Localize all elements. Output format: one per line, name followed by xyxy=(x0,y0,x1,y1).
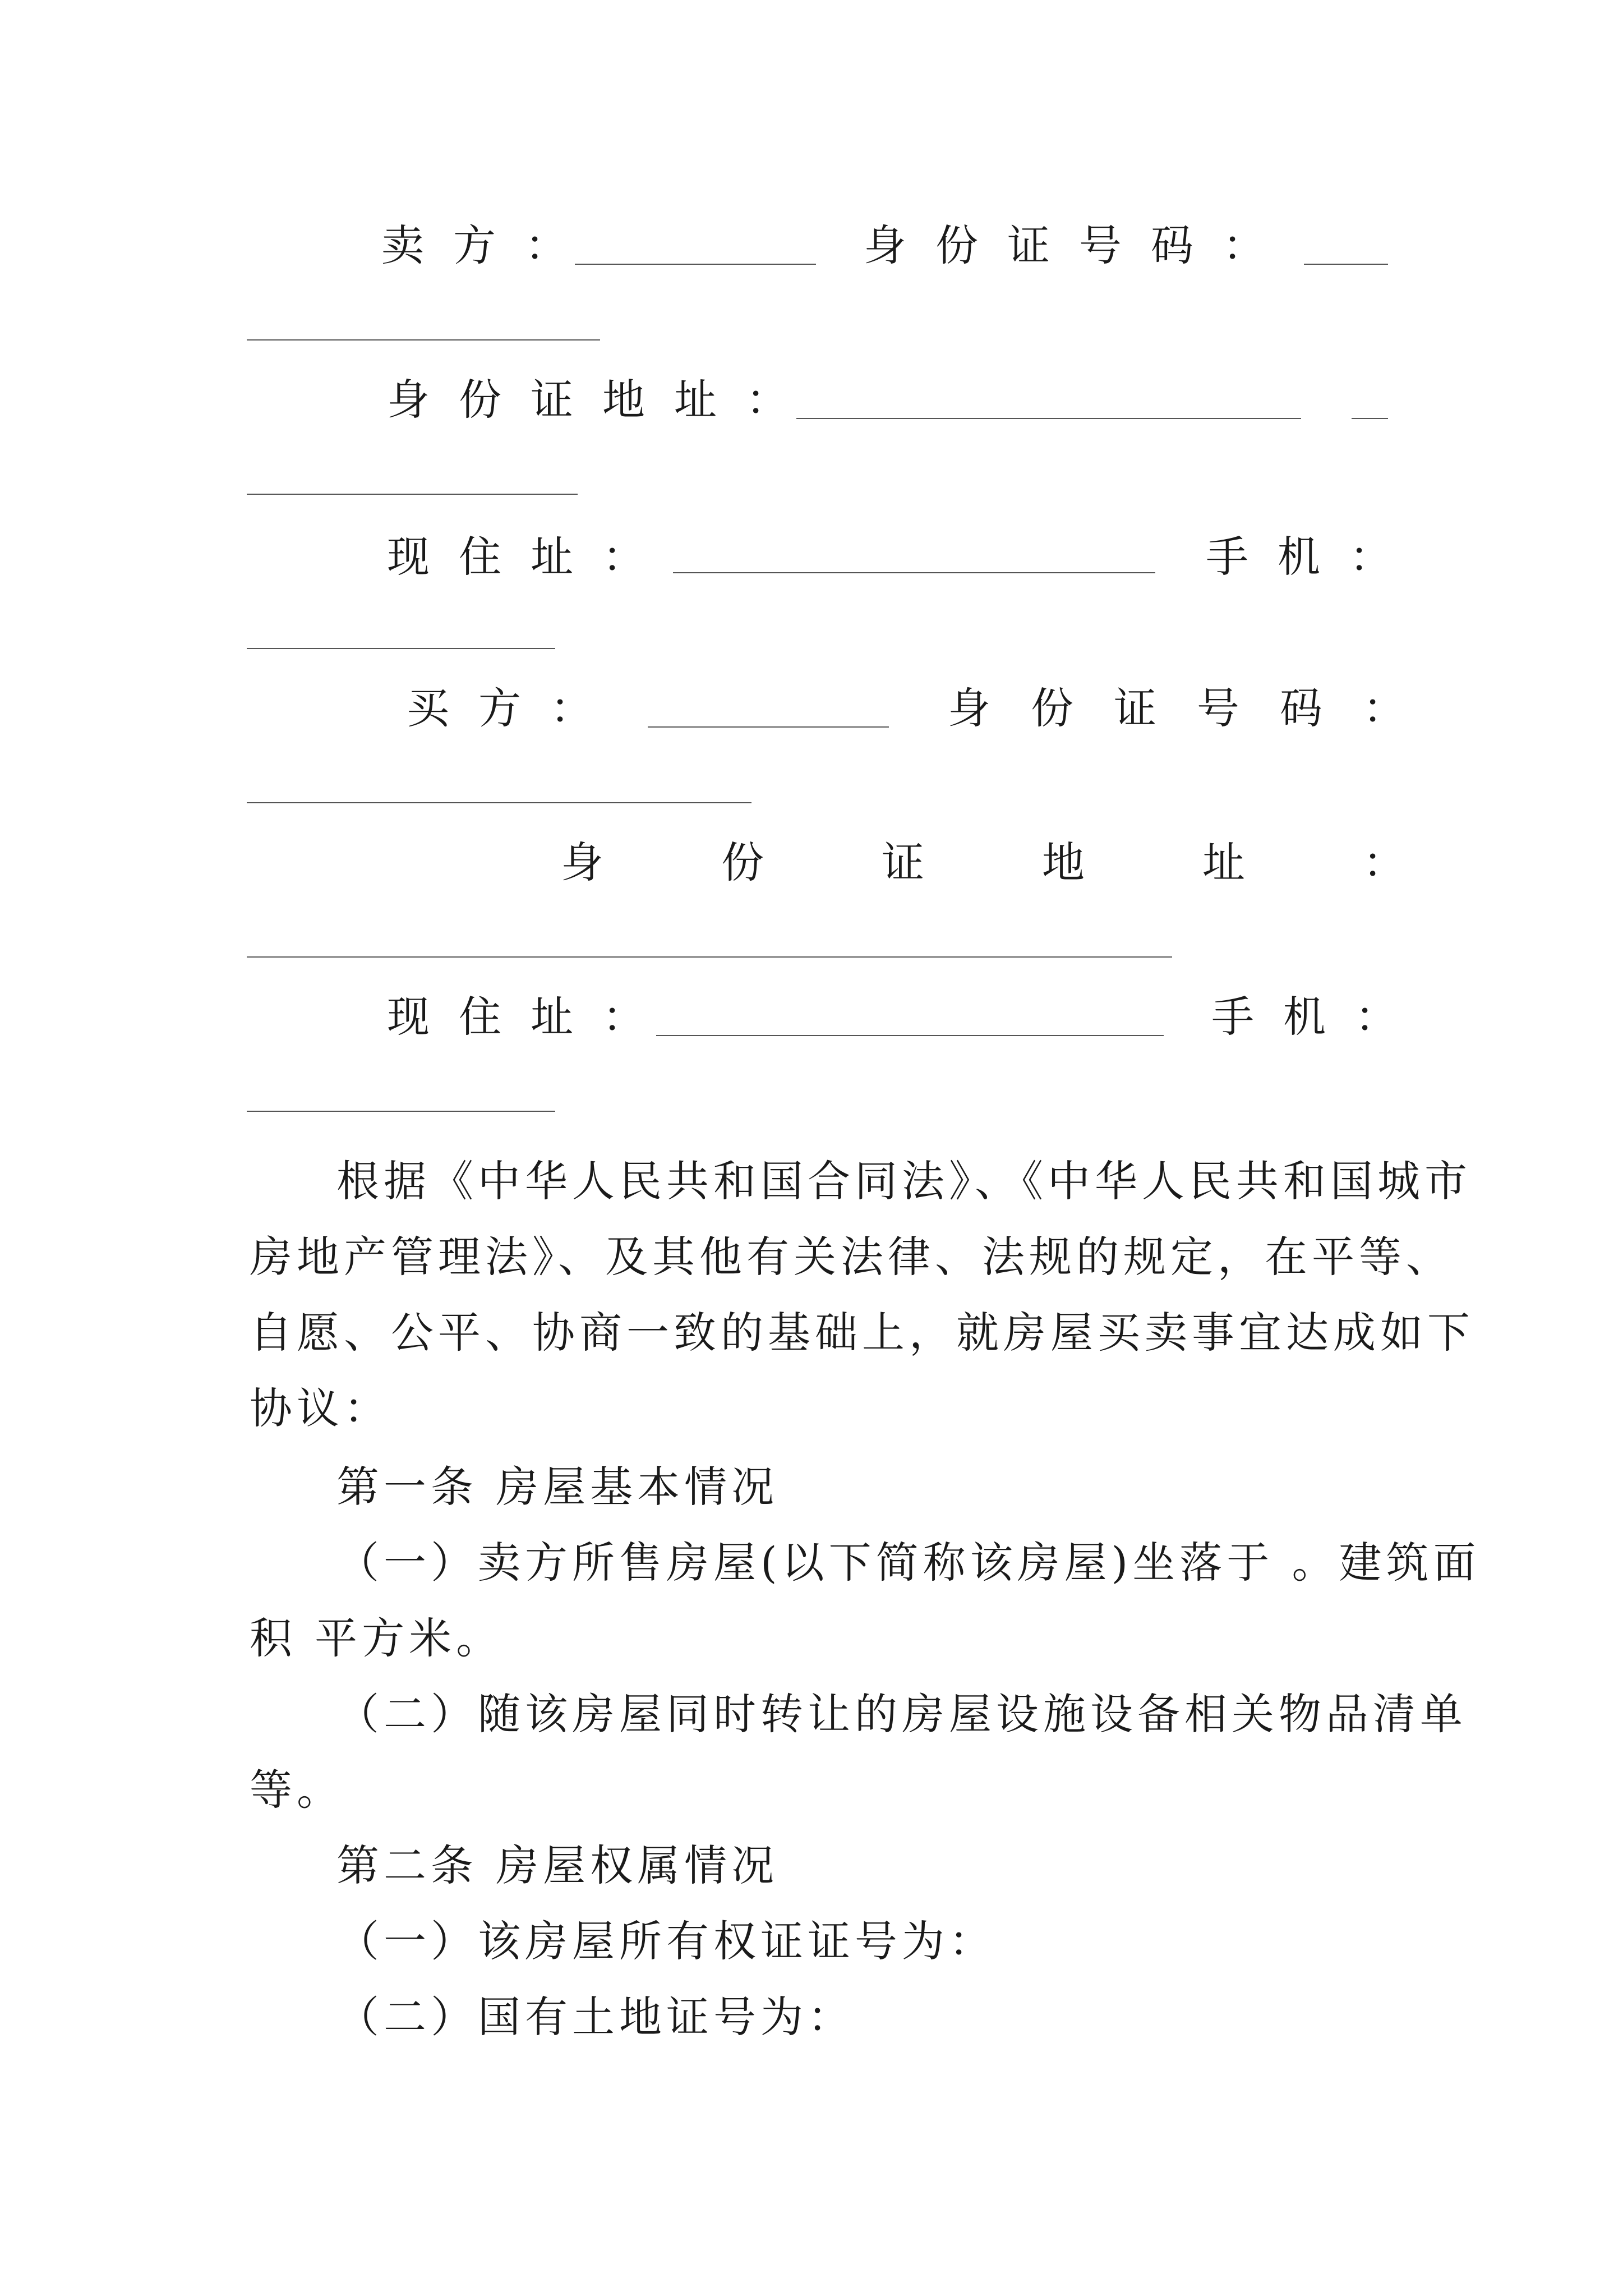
buyer-id-address-label: 身份证地址： xyxy=(561,838,1523,887)
buyer-phone-blank xyxy=(247,1111,555,1112)
seller-id-number-blank-2 xyxy=(247,339,600,341)
seller-id-number-blank-1 xyxy=(1304,264,1388,265)
article-2-item-1: （一）该房屋所有权证证号为： xyxy=(336,1916,996,1966)
preamble-line-1: 根据《中华人民共和国合同法》、《中华人民共和国城市 xyxy=(336,1156,1472,1206)
article-2-item-2: （二）国有土地证号为： xyxy=(336,1992,855,2042)
article-1-item-1-line-2: 积 平方米。 xyxy=(250,1613,504,1663)
buyer-id-number-blank xyxy=(247,802,751,803)
preamble-line-2: 房地产管理法》、及其他有关法律、法规的规定，在平等、 xyxy=(250,1232,1453,1282)
seller-label: 卖方： xyxy=(381,220,597,270)
seller-phone-label: 手机： xyxy=(1206,532,1421,582)
article-2-title: 第二条 房屋权属情况 xyxy=(336,1841,779,1890)
seller-current-address-label: 现住址： xyxy=(387,532,674,582)
buyer-current-address-label: 现住址： xyxy=(387,992,674,1042)
buyer-id-number-label: 身份证号码： xyxy=(948,683,1446,733)
buyer-name-blank xyxy=(648,726,889,728)
buyer-label: 买方： xyxy=(407,683,622,733)
seller-name-blank xyxy=(575,264,816,265)
preamble-line-4: 协议： xyxy=(250,1383,391,1433)
seller-id-address-blank-3 xyxy=(247,494,578,495)
seller-id-number-label: 身份证号码： xyxy=(864,220,1294,270)
article-1-item-1-line-1: （一）卖方所售房屋(以下简称该房屋)坐落于 。建筑面 xyxy=(336,1538,1481,1588)
seller-id-address-blank-1 xyxy=(796,418,1301,419)
buyer-phone-label: 手机： xyxy=(1211,992,1427,1042)
seller-id-address-label: 身份证地址： xyxy=(387,375,818,425)
seller-current-address-blank xyxy=(673,572,1155,573)
preamble-line-3: 自愿、公平、协商一致的基础上，就房屋买卖事宜达成如下 xyxy=(250,1308,1474,1358)
article-1-item-2-line-1: （二）随该房屋同时转让的房屋设施设备相关物品清单 xyxy=(336,1689,1467,1739)
buyer-current-address-blank xyxy=(656,1035,1164,1036)
article-1-item-2-line-2: 等。 xyxy=(250,1765,344,1815)
article-1-title: 第一条 房屋基本情况 xyxy=(336,1462,779,1512)
buyer-id-address-blank xyxy=(247,956,1172,958)
seller-id-address-blank-2 xyxy=(1352,418,1388,419)
seller-phone-blank xyxy=(247,648,555,649)
